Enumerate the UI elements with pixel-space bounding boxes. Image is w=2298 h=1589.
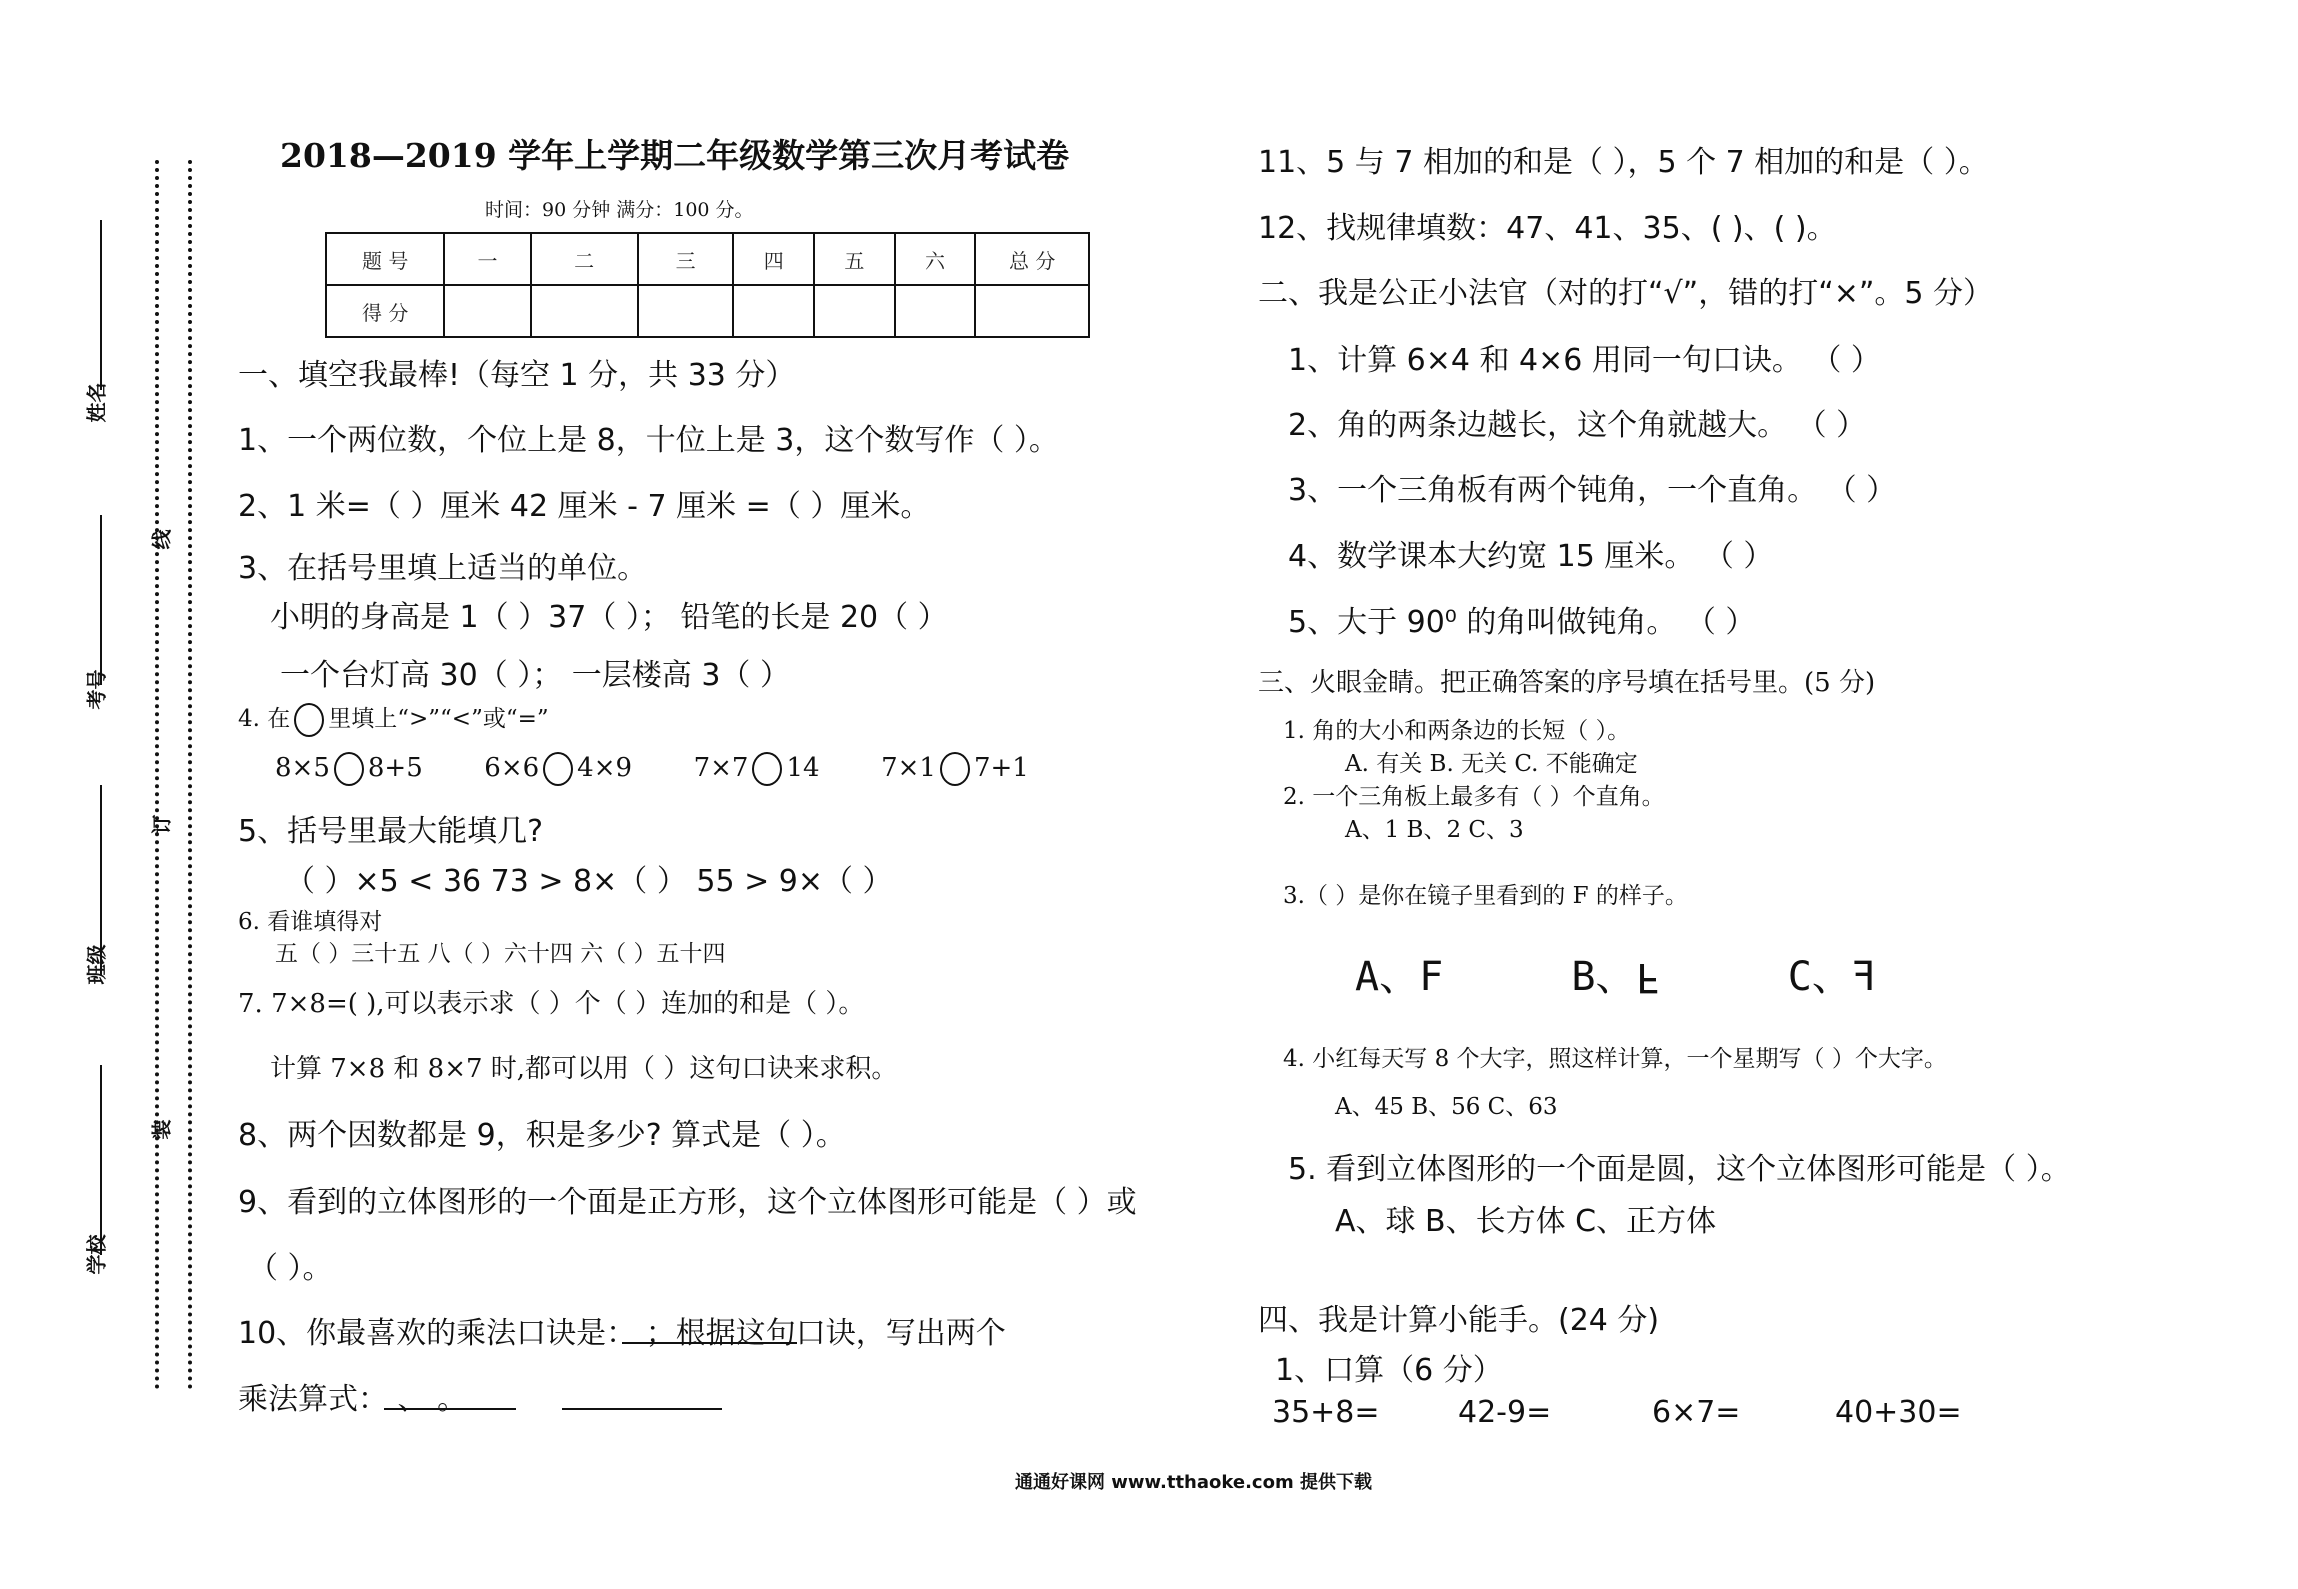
question-1: 1、一个两位数，个位上是 8，十位上是 3，这个数写作（ ）。 [238,423,1059,458]
compare-expr: 6×6 [484,753,540,783]
question-2: 2、1 米=（ ）厘米 42 厘米 - 7 厘米 =（ ）厘米。 [238,489,931,524]
score-input-cell[interactable] [895,285,976,337]
choice-1-options: A. 有关 B. 无关 C. 不能确定 [1345,751,1638,777]
score-table-score-row [326,285,1089,337]
class-label: 班级 [84,944,109,985]
judge-5: 5、大于 90⁰ 的角叫做钝角。 （ ） [1288,605,1756,640]
choice-3-options [1355,945,1876,1002]
choice-4: 4. 小红每天写 8 个大字，照这样计算，一个星期写（ ）个大字。 [1283,1046,1947,1072]
choice-3: 3.（ ）是你在镜子里看到的 F 的样子。 [1283,883,1688,909]
score-cell: 四 [733,233,814,285]
choice-5-options: A、球 B、长方体 C、正方体 [1335,1204,1717,1239]
judge-3: 3、一个三角板有两个钝角，一个直角。 （ ） [1288,473,1897,508]
choice-2: 2. 一个三角板上最多有（ ）个直角。 [1283,784,1665,810]
score-input-cell[interactable] [814,285,895,337]
compare-expr: 8+5 [367,753,423,783]
option-b-label: B、 [1571,954,1636,1000]
compare-expr: 14 [786,753,820,783]
binding-zhuang-char: 装 [149,1119,174,1140]
choice-5: 5. 看到立体图形的一个面是圆，这个立体图形可能是（ ）。 [1288,1152,2071,1187]
question-11: 11、5 与 7 相加的和是（ ），5 个 7 相加的和是（ ）。 [1258,145,1989,180]
binding-dashed-line-1 [155,160,159,1390]
score-cell: 二 [531,233,638,285]
question-12: 12、找规律填数：47、41、35、( )、( )。 [1258,211,1837,246]
score-table-header-row [326,233,1089,285]
score-input-cell[interactable] [733,285,814,337]
question-5: 5、括号里最大能填几? [238,814,544,849]
score-input-cell[interactable] [638,285,734,337]
score-cell: 一 [444,233,530,285]
calc-item: 6×7= [1652,1395,1741,1430]
score-cell: 得 分 [326,285,444,337]
question-10a: 乘法算式： 、 。 [238,1382,468,1417]
compare-circle-icon[interactable] [334,752,364,786]
question-7: 7. 7×8=( ),可以表示求（ ）个（ ）连加的和是（ ）。 [238,989,865,1019]
score-cell: 三 [638,233,734,285]
question-3b: 一个台灯高 30（ ）； 一层楼高 3（ ） [280,658,790,693]
compare-circle-icon[interactable] [940,752,970,786]
answer-blank[interactable] [562,1408,722,1410]
question-9a: （ ）。 [248,1251,333,1286]
judge-2: 2、角的两条边越长，这个角就越大。 （ ） [1288,408,1867,443]
compare-circle-icon[interactable] [543,752,573,786]
binding-dashed-line-2 [188,160,192,1390]
section-4-title: 四、我是计算小能手。(24 分) [1258,1303,1660,1338]
question-4-items [275,752,1029,786]
compare-circle-icon[interactable] [752,752,782,786]
compare-expr: 7×7 [693,753,749,783]
compare-circle-icon [294,703,324,737]
choice-4-options: A、45 B、56 C、63 [1335,1094,1558,1120]
option-a-label: A、F [1355,954,1444,1000]
section-4-part-1: 1、口算（6 分） [1275,1353,1503,1388]
calc-item: 42-9= [1458,1395,1552,1430]
mirrored-f-icon: F [1851,954,1876,1000]
calc-item: 35+8= [1272,1395,1380,1430]
calc-item: 40+30= [1835,1395,1962,1430]
section-1-title: 一、填空我最棒!（每空 1 分，共 33 分） [238,358,796,393]
score-table [325,232,1090,338]
score-cell: 总 分 [975,233,1089,285]
binding-line-char: 线 [149,529,174,550]
score-cell: 五 [814,233,895,285]
compare-expr: 8×5 [275,753,330,783]
exam-no-line [100,515,102,685]
section-2-title: 二、我是公正小法官（对的打“√”，错的打“×”。5 分） [1258,276,1994,311]
judge-4: 4、数学课本大约宽 15 厘米。 （ ） [1288,539,1774,574]
page-title: 2018—2019 学年上学期二年级数学第三次月考试卷 [280,136,1070,175]
section-3-title: 三、火眼金睛。把正确答案的序号填在括号里。(5 分) [1258,668,1876,698]
flipped-f-icon: F [1635,954,1660,1000]
choice-2-options: A、1 B、2 C、3 [1345,817,1524,843]
question-4-suffix: 里填上“>”“<”或“=” [328,706,549,732]
exam-subtitle: 时间：90 分钟 满分：100 分。 [485,199,754,221]
binding-ding-char: 订 [149,814,174,835]
score-input-cell[interactable] [531,285,638,337]
question-3a: 小明的身高是 1（ ）37（ ）； 铅笔的长是 20（ ） [270,600,948,635]
question-4-prefix: 4. 在 [238,706,291,732]
compare-expr: 7+1 [973,753,1029,783]
answer-blank[interactable] [622,1342,797,1344]
score-cell: 六 [895,233,976,285]
compare-expr: 4×9 [577,753,633,783]
option-c-label: C、 [1787,954,1852,1000]
question-4 [238,700,549,737]
question-5a: （ ）×5 < 36 73 > 8×（ ） 55 > 9×（ ） [285,864,893,899]
score-input-cell[interactable] [444,285,530,337]
answer-blank[interactable] [384,1408,516,1410]
question-10: 10、你最喜欢的乘法口诀是： ；根据这句口诀，写出两个 [238,1316,1006,1351]
question-8: 8、两个因数都是 9，积是多少? 算式是（ ）。 [238,1118,846,1153]
choice-1: 1. 角的大小和两条边的长短（ ）。 [1283,718,1631,744]
score-cell: 题 号 [326,233,444,285]
judge-1: 1、计算 6×4 和 4×6 用同一句口诀。 （ ） [1288,343,1881,378]
compare-expr: 7×1 [881,753,936,783]
score-input-cell[interactable] [975,285,1089,337]
school-line [100,1065,102,1255]
question-3: 3、在括号里填上适当的单位。 [238,551,648,586]
question-9: 9、看到的立体图形的一个面是正方形，这个立体图形可能是（ ）或 [238,1185,1137,1220]
question-6: 6. 看谁填得对 [238,909,383,935]
footer-credit: 通通好课网 www.tthaoke.com 提供下载 [1015,1472,1372,1493]
name-label: 姓名 [84,382,109,423]
name-line [100,220,102,390]
question-7a: 计算 7×8 和 8×7 时,都可以用（ ）这句口诀来求积。 [270,1054,898,1084]
school-label: 学校 [84,1234,109,1275]
question-6a: 五（ ）三十五 八（ ）六十四 六（ ）五十四 [275,941,726,967]
exam-no-label: 考号 [84,669,109,710]
